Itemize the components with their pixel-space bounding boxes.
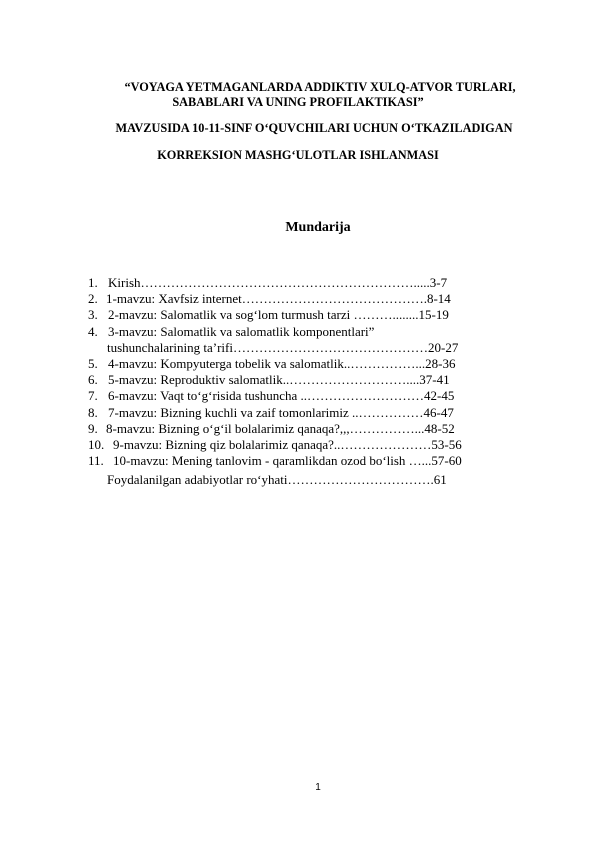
- toc-entry-number: 10.: [88, 436, 105, 452]
- toc-entry-text: 6-mavzu: Vaqt to‘g‘risida tushuncha ..………………………42-45: [108, 388, 455, 404]
- toc-entry-number: 4.: [88, 323, 98, 339]
- toc-entry: [88, 421, 558, 437]
- toc-entry: [88, 356, 558, 372]
- toc-entry-number: 9.: [88, 420, 98, 436]
- title-line-2: SABABLARI VA UNING PROFILAKTIKASI”: [172, 95, 424, 109]
- toc-entry-text: tushunchalarining ta’rifi………………………………………20-27: [107, 339, 459, 355]
- toc-entry-number: 11.: [88, 453, 104, 469]
- toc-entry: [88, 388, 558, 404]
- toc-entry-number: 6.: [88, 372, 98, 388]
- toc-entry: [88, 275, 558, 291]
- toc-entry: [88, 437, 558, 453]
- toc-entry: [88, 372, 558, 388]
- table-of-contents: [88, 275, 558, 488]
- toc-entry: [88, 405, 558, 421]
- toc-entry-bibliography: [88, 472, 558, 488]
- toc-entry-text: Foydalanilgan adabiyotlar ro‘yhati…………………………….61: [107, 472, 447, 488]
- title-line-4: KORREKSION MASHG‘ULOTLAR ISHLANMASI: [157, 148, 439, 162]
- toc-heading: Mundarija: [285, 220, 351, 235]
- toc-entry-text: Kirish……………………………………………………….....3-7: [108, 275, 448, 290]
- toc-entry-number: 5.: [88, 355, 98, 371]
- toc-entry: [88, 453, 558, 469]
- toc-entry-text: 1-mavzu: Xavfsiz internet…………………………………….8-14: [106, 291, 451, 307]
- page-number: 1: [315, 782, 321, 793]
- toc-entry: [88, 307, 558, 323]
- toc-entry-text: 7-mavzu: Bizning kuchli va zaif tomonlarimiz ..……………46-47: [108, 404, 454, 420]
- toc-entry-continuation: [88, 340, 558, 356]
- toc-entry-number: 7.: [88, 388, 98, 404]
- toc-entry-text: 10-mavzu: Mening tanlovim - qaramlikdan ozod bo‘lish …...57-60: [113, 453, 462, 469]
- title-line-3: MAVZUSIDA 10-11-SINF O‘QUVCHILARI UCHUN O‘TKAZILADIGAN: [115, 121, 513, 135]
- toc-entry-number: 3.: [88, 307, 98, 323]
- toc-entry-number: 8.: [88, 404, 98, 420]
- toc-entry-number: 2.: [88, 291, 98, 307]
- toc-entry-text: 5-mavzu: Reproduktiv salomatlik..………………………....37-41: [108, 372, 450, 388]
- toc-entry: [88, 324, 558, 340]
- toc-entry-text: 8-mavzu: Bizning o‘g‘il bolalarimiz qanaqa?,,,……………...48-52: [106, 420, 455, 436]
- toc-entry-text: 3-mavzu: Salomatlik va salomatlik komponentlari”: [108, 323, 375, 339]
- toc-entry-text: 2-mavzu: Salomatlik va sog‘lom turmush tarzi ………........15-19: [108, 307, 449, 323]
- toc-entry: [88, 291, 558, 307]
- title-line-1: “VOYAGA YETMAGANLARDA ADDIKTIV XULQ-ATVOR TURLARI,: [124, 80, 516, 94]
- toc-entry-text: 4-mavzu: Kompyuterga tobelik va salomatlik..……………...28-36: [108, 355, 456, 371]
- toc-entry-text: 9-mavzu: Bizning qiz bolalarimiz qanaqa?..…………………53-56: [113, 436, 462, 452]
- toc-entry-number: 1.: [88, 275, 98, 290]
